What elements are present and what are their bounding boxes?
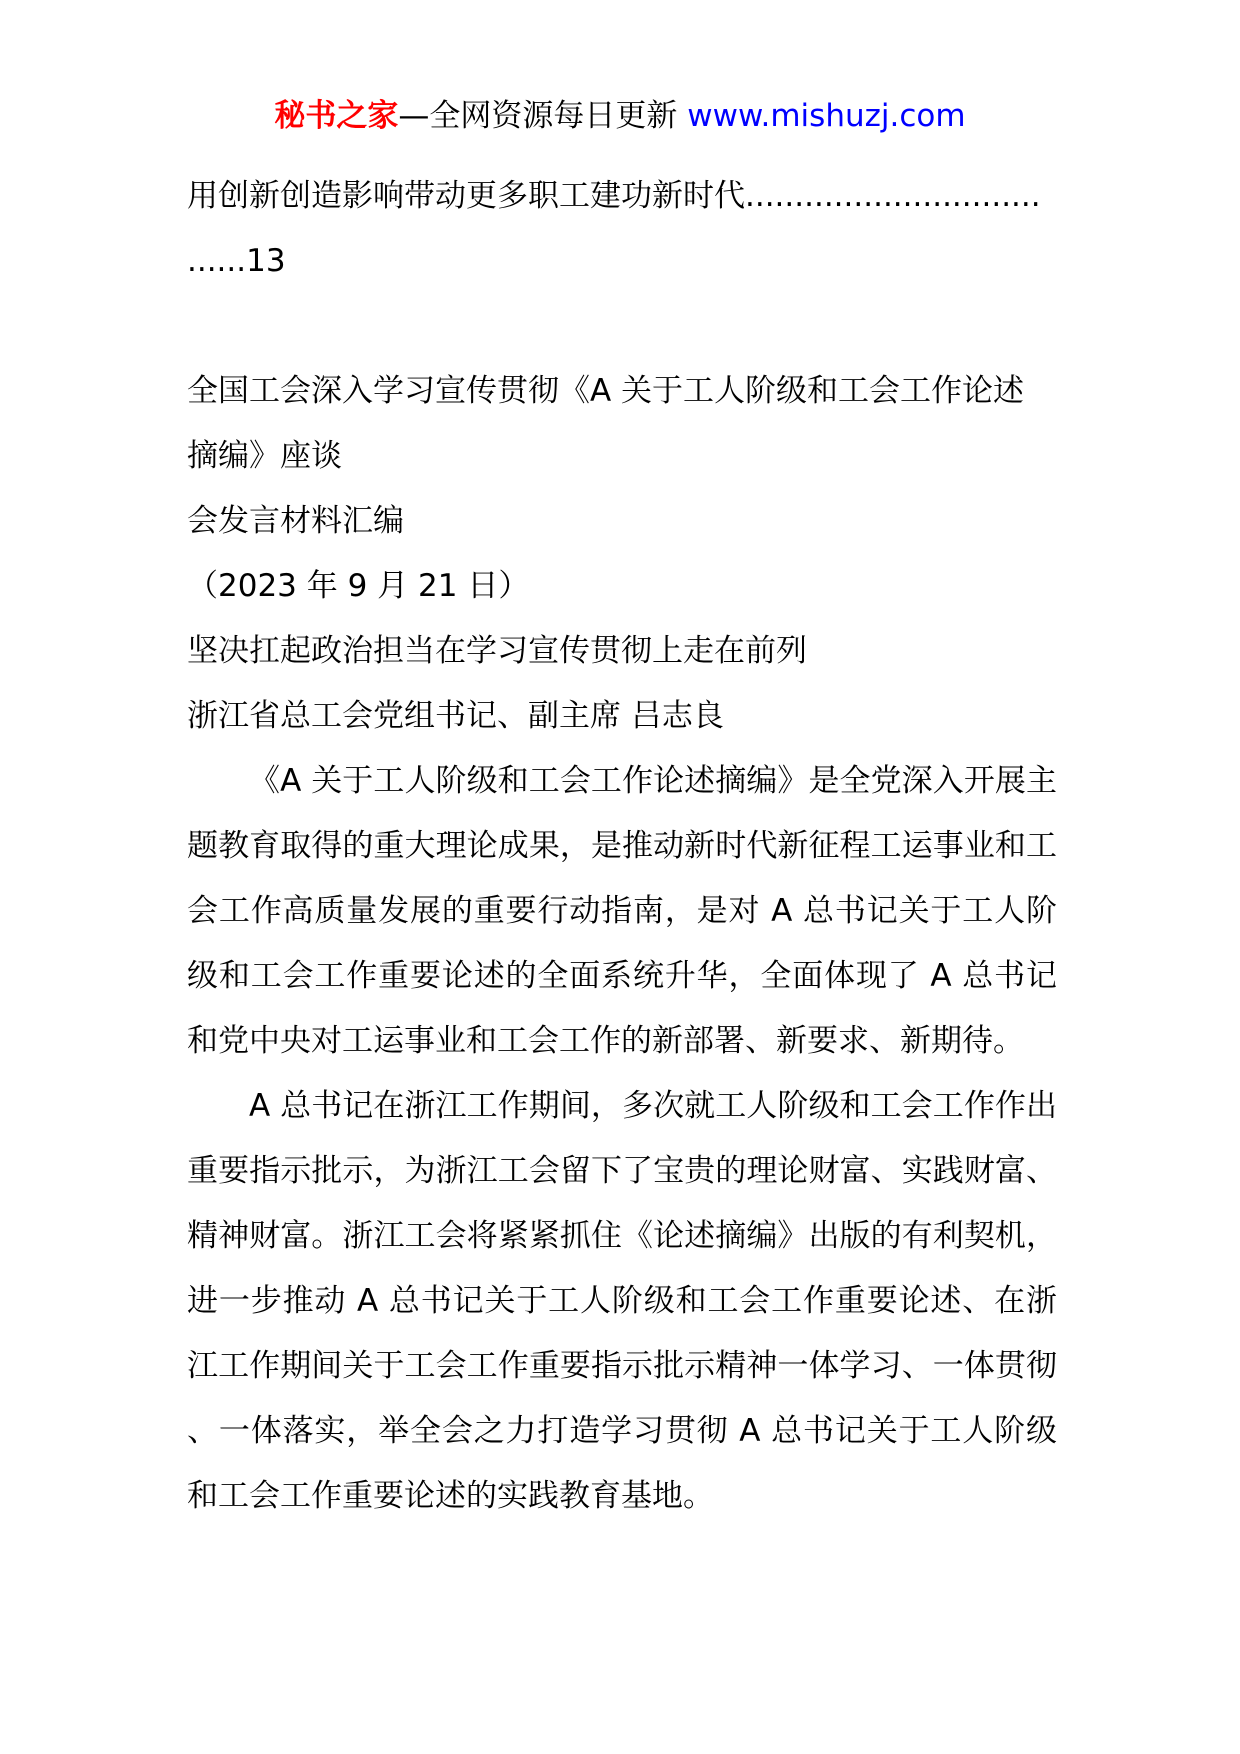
document-title-line-3: 会发言材料汇编 (187, 503, 404, 539)
toc-entry-line-2: ......13 (187, 243, 286, 279)
speaker-name: 浙江省总工会党组书记、副主席 吕志良 (187, 698, 724, 734)
blank-line (187, 294, 1057, 359)
site-tagline: —全网资源每日更新 (398, 98, 678, 134)
site-url-link[interactable]: www.mishuzj.com (687, 98, 966, 134)
document-title-line-2: 摘编》座谈 (187, 438, 342, 474)
body-paragraph-2: A 总书记在浙江工作期间，多次就工人阶级和工会工作作出重要指示批示，为浙江工会留下了宝贵的理论财富、实践财富、精神财富。浙江工会将紧紧抓住《论述摘编》出版的有利契机，进一步推动 A 总书记关于工人阶级和工会工作重要论述、在浙江工作期间关于工会工作重要指示批示精神一体学习、一体贯彻、一体落实，举全会之力打造学习贯彻 A 总书记关于工人阶级和工会工作重要论述的实践教育基地。 (187, 1088, 1057, 1514)
site-brand: 秘书之家 (274, 98, 399, 134)
toc-entry-line-1[interactable]: 用创新创造影响带动更多职工建功新时代.............................. (187, 178, 1041, 214)
document-body (187, 164, 1057, 1529)
speech-title: 坚决扛起政治担当在学习宣传贯彻上走在前列 (187, 633, 807, 669)
document-date: （2023 年 9 月 21 日） (187, 568, 530, 604)
document-title-line-1: 全国工会深入学习宣传贯彻《A 关于工人阶级和工会工作论述 (187, 373, 1025, 409)
body-paragraph-1: 《A 关于工人阶级和工会工作论述摘编》是全党深入开展主题教育取得的重大理论成果，是推动新时代新征程工运事业和工会工作高质量发展的重要行动指南，是对 A 总书记关于工人阶级和工会工作重要论述的全面系统升华，全面体现了 A 总书记和党中央对工运事业和工会工作的新部署、新要求、新期待。 (187, 763, 1057, 1059)
site-header (0, 96, 1240, 136)
